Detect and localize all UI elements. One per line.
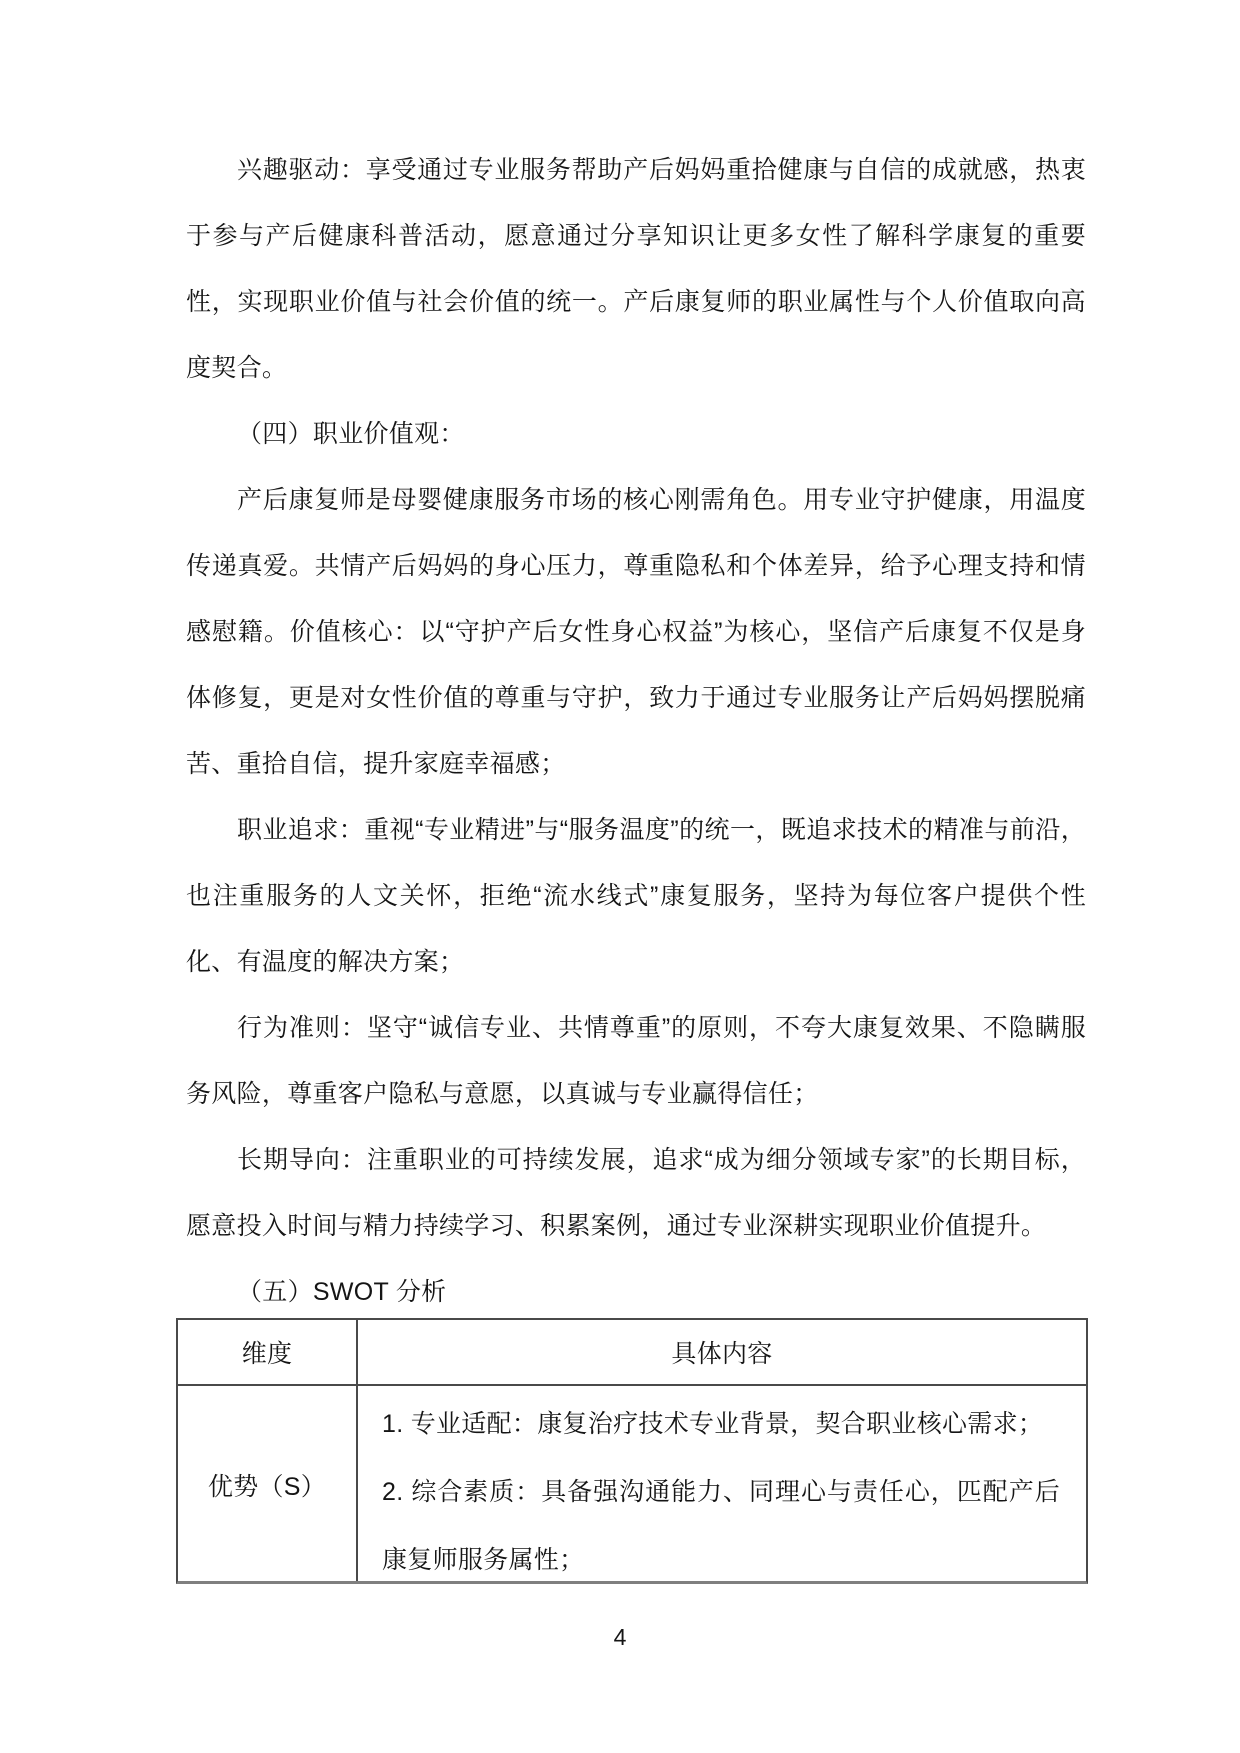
swot-cell-dimension-strengths: 优势（S） (178, 1386, 358, 1583)
swot-cell-content-strengths (358, 1386, 1086, 1583)
heading-section-4: （四）职业价值观： (237, 420, 465, 448)
heading-section-5-swot: （五）SWOT 分析 (237, 1278, 447, 1306)
swot-content-line-1: 1. 专业适配：康复治疗技术专业背景，契合职业核心需求； (382, 1410, 1044, 1438)
paragraph-career-values: 产后康复师是母婴健康服务市场的核心刚需角色。用专业守护健康，用温度传递真爱。共情产后妈妈的身心压力，尊重隐私和个体差异，给予心理支持和情感慰籍。价值核心：以“守护产后女性身心权益”为核心，坚信产后康复不仅是身体修复，更是对女性价值的尊重与守护，致力于通过专业服务让产后妈妈摆脱痛苦、重拾自信，提升家庭幸福感； (186, 486, 1086, 778)
swot-table (176, 1318, 1088, 1584)
page-number: 4 (613, 1624, 627, 1650)
swot-header-content: 具体内容 (671, 1340, 773, 1368)
paragraph-career-pursuit: 职业追求：重视“专业精进”与“服务温度”的统一，既追求技术的精准与前沿，也注重服务的人文关怀，拒绝“流水线式”康复服务，坚持为每位客户提供个性化、有温度的解决方案； (186, 816, 1086, 976)
document-body (186, 137, 1086, 1325)
swot-content-line-2: 2. 综合素质：具备强沟通能力、同理心与责任心，匹配产后康复师服务属性； (382, 1478, 1060, 1574)
swot-table-header-row (178, 1320, 1086, 1386)
swot-header-dimension: 维度 (178, 1320, 358, 1384)
paragraph-long-term-orientation: 长期导向：注重职业的可持续发展，追求“成为细分领域专家”的长期目标，愿意投入时间与精力持续学习、积累案例，通过专业深耕实现职业价值提升。 (186, 1146, 1086, 1240)
paragraph-code-of-conduct: 行为准则：坚守“诚信专业、共情尊重”的原则，不夸大康复效果、不隐瞒服务风险，尊重客户隐私与意愿，以真诚与专业赢得信任； (186, 1014, 1086, 1108)
paragraph-interest-driven: 兴趣驱动：享受通过专业服务帮助产后妈妈重拾健康与自信的成就感，热衷于参与产后健康科普活动，愿意通过分享知识让更多女性了解科学康复的重要性，实现职业价值与社会价值的统一。产后康复师的职业属性与个人价值取向高度契合。 (186, 156, 1086, 382)
swot-table-row-strengths (178, 1386, 1086, 1583)
